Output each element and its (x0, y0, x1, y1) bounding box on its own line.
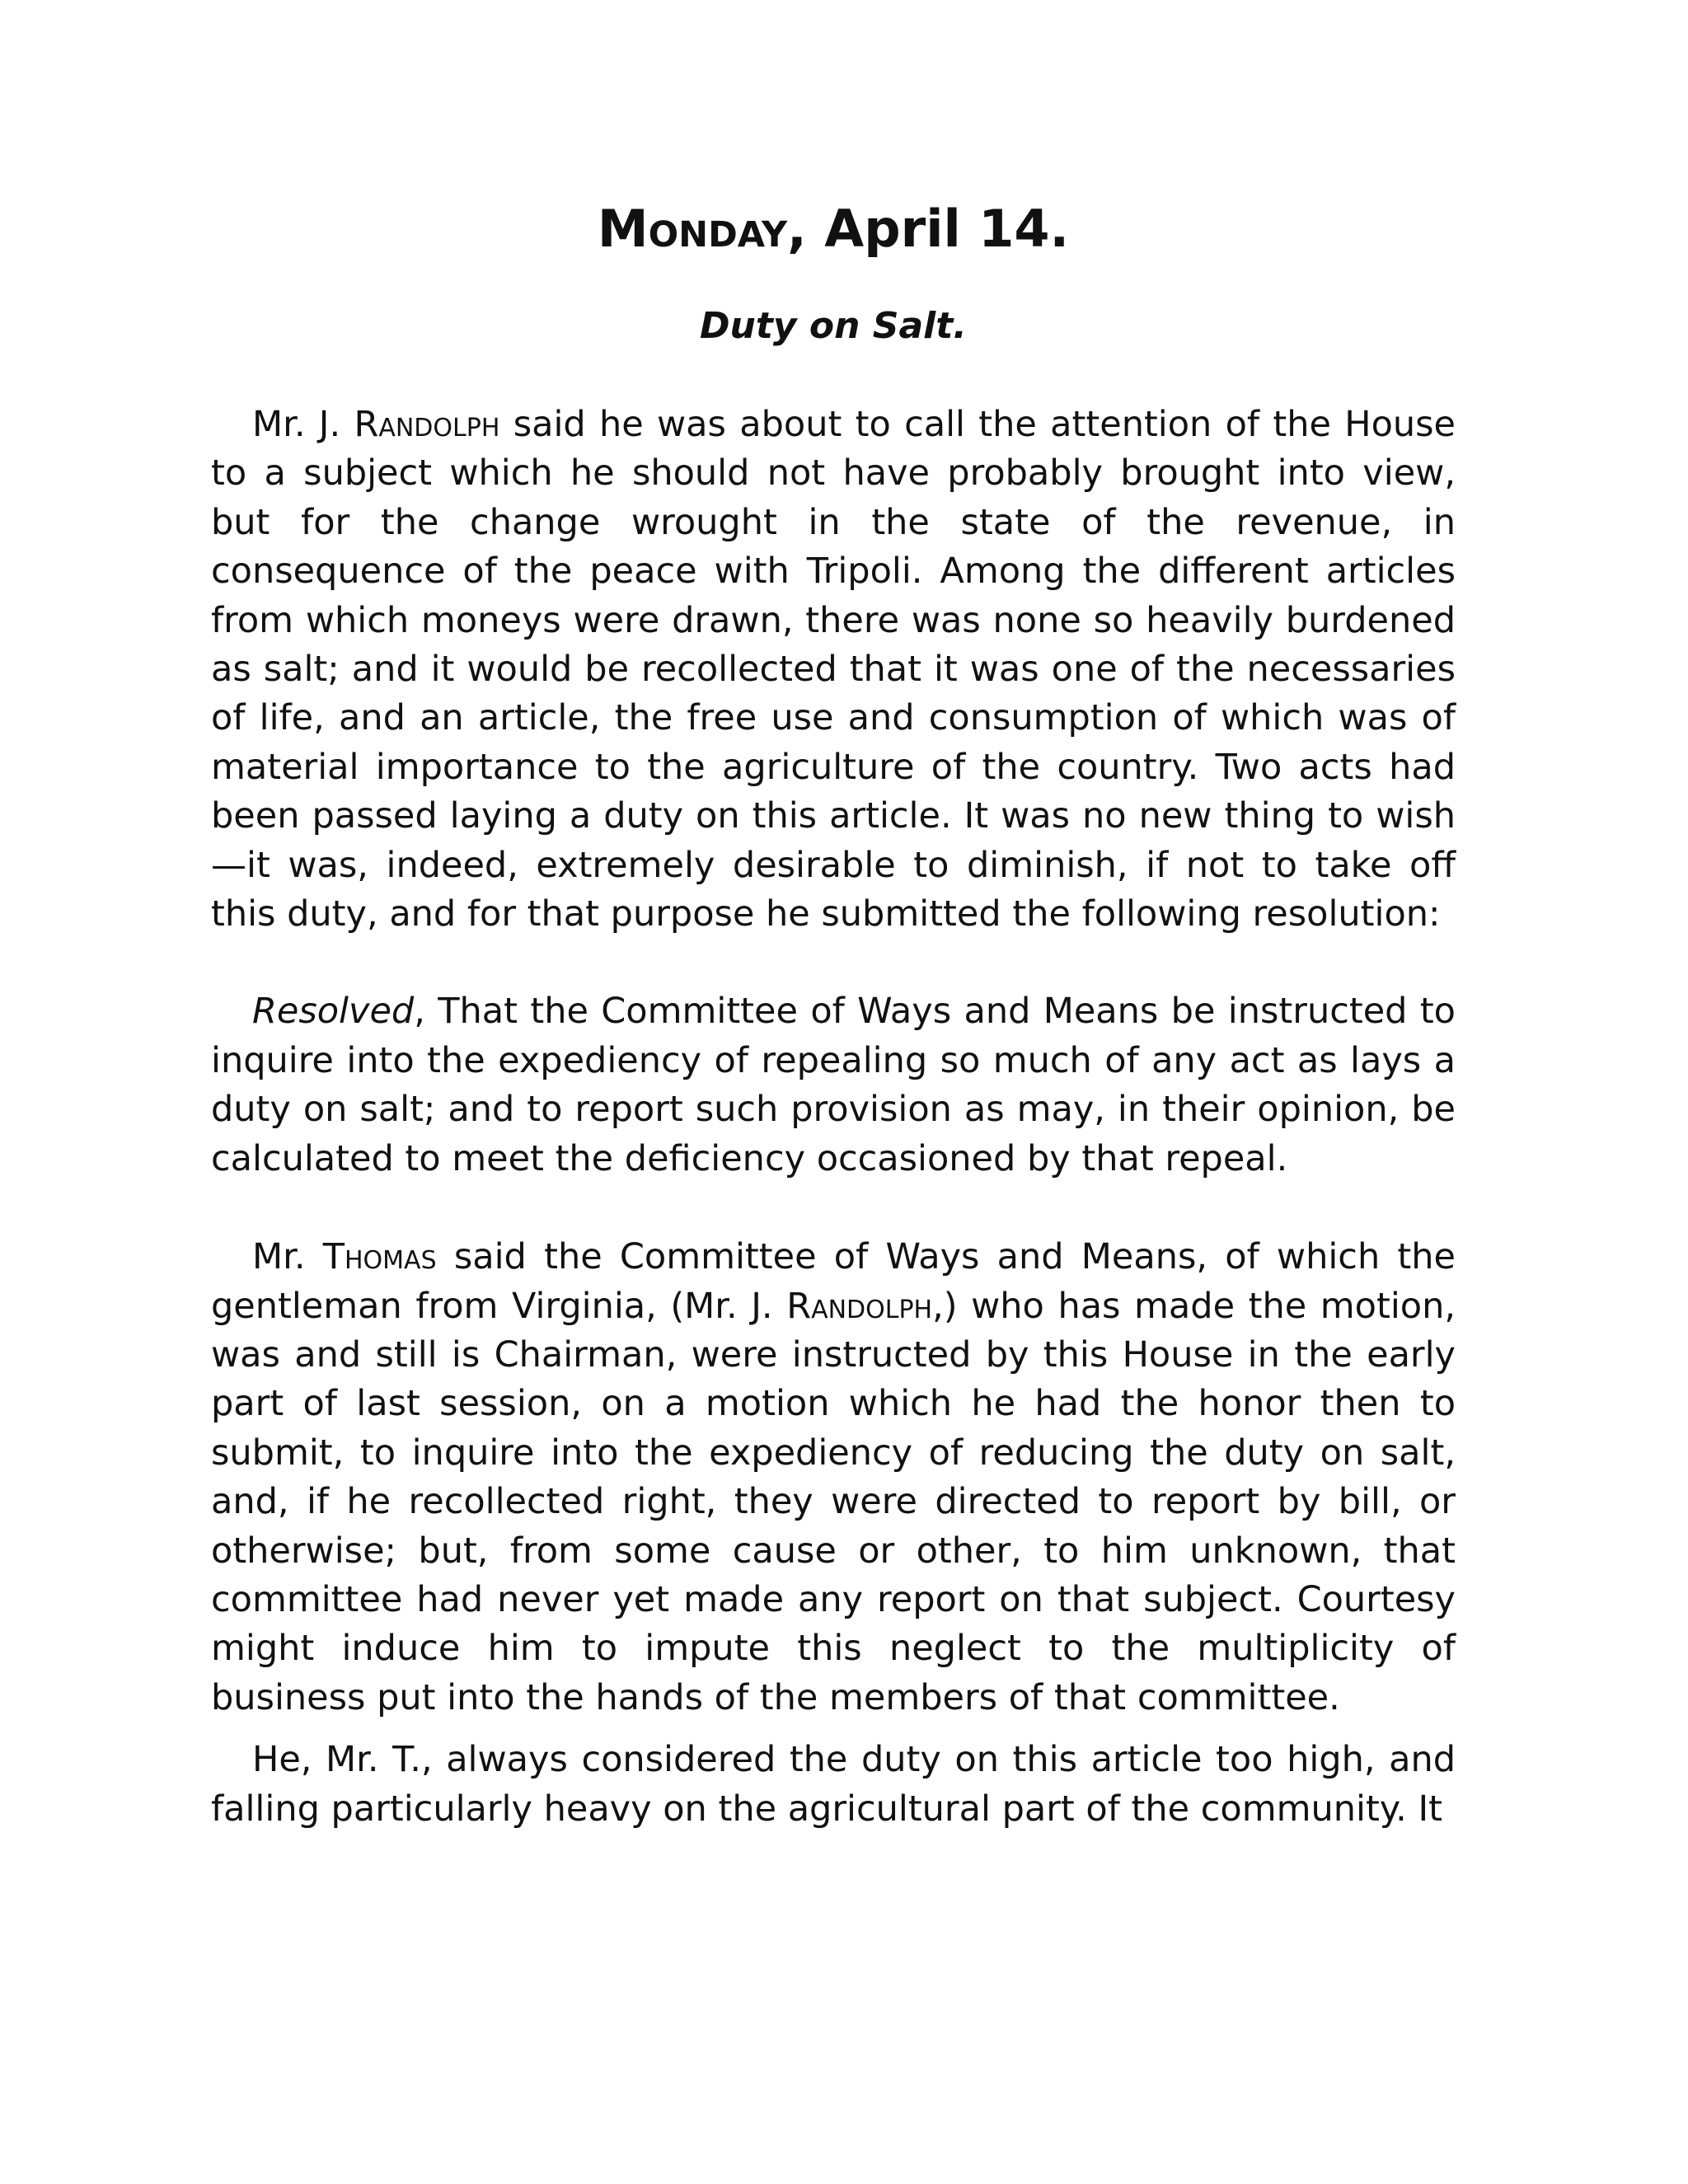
paragraph-prefix: Mr. (252, 1236, 323, 1278)
paragraph-text-b: ,) who has made the motion, was and still is Chairman, were instructed by this House in the early part of last session, on a motion which he had the honor then to submit, to inquire into the expediency of reducing the duty on salt, and, if he recollected right, they were directed to report by bill, or otherwise; but, from some cause or other, to him unknown, that committee had never yet made any report on that subject. Courtesy might induce him to impute this neglect to the multiplicity of business put into the hands of the members of that committee. (211, 1285, 1456, 1718)
speaker-name: Randolph (354, 404, 500, 445)
resolution-lead: Resolved (252, 991, 415, 1033)
paragraph-continuation: He, Mr. T., always considered the duty on this article too high, and falling particularly heavy on the agricultural part of the community. It (211, 1739, 1456, 1830)
page-heading (211, 194, 1456, 264)
paragraph-thomas (211, 1233, 1456, 1722)
section-title: Duty on Salt. (700, 305, 967, 347)
paragraph-text: said he was about to call the attention of the House to a subject which he should not have probably brought into view, but for the change wrought in the state of the revenue, in consequence of the peace with Tripoli. Among the different articles from which moneys were drawn, there was none so heavily burdened as salt; and it would be recollected that it was one of the necessaries of life, and an article, the free use and consumption of which was of material importance to the agriculture of the country. Two acts had been passed laying a duty on this article. It was no new thing to wish—it was, indeed, extremely desirable to diminish, if not to take off this duty, and for that purpose he submitted the following resolution: (211, 404, 1456, 935)
speaker-name: Thomas (322, 1236, 437, 1278)
heading-day: Monday (597, 199, 788, 259)
paragraph-prefix: Mr. J. (252, 404, 354, 445)
heading-date: , April 14. (787, 199, 1070, 259)
resolution-paragraph (211, 987, 1456, 1183)
paragraph-randolph (211, 401, 1456, 939)
paragraph-text-a: said the Committee of Ways and Means, of which the gentleman from Virginia, (Mr. J. (211, 1236, 1456, 1327)
resolution-text: , That the Committee of Ways and Means be instructed to inquire into the expediency of repealing so much of any act as lays a duty on salt; and to report such provision as may, in their opinion, be calculated to meet the deficiency occasioned by that repeal. (211, 991, 1456, 1179)
document-page (211, 194, 1456, 1834)
referenced-name: Randolph (786, 1285, 933, 1327)
